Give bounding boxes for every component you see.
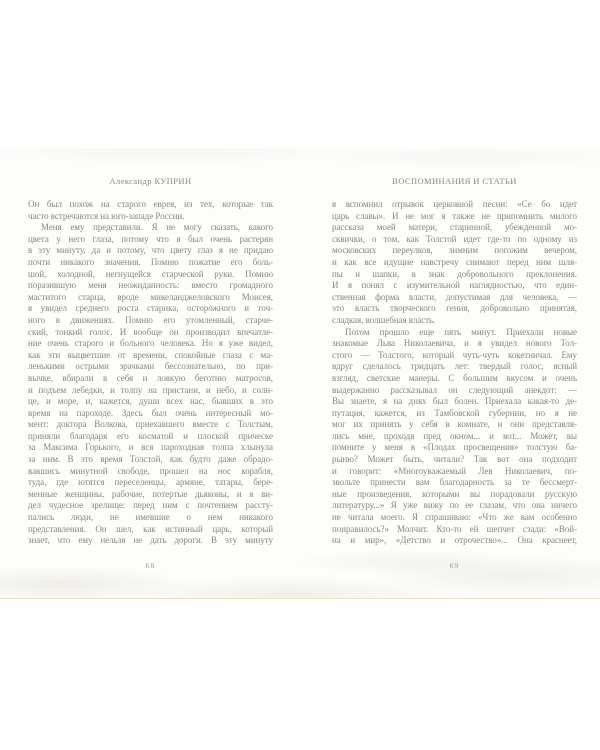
page-number-left: 68 [145,561,156,570]
text-line: туда, где ютятся переселенцы, армяне, татары, бере- [28,477,273,488]
text-line: цвета у него глаза, потому что я был очень растерян [28,233,273,244]
text-line: це, и море, и, кажется, души всех нас, бывших в это [28,396,273,407]
text-line: Вы знаете, я на днях был болен. Приехала какая-то де- [332,396,577,407]
text-line: на и мир», «Детство и отрочество»... Она краснеет, [332,535,577,546]
text-line: вычке, вбирали в себя и ловкую беготню матросов, [28,372,273,383]
text-line: московских переулков, зимним погожим вечером, [332,245,577,256]
text-line: ственная форма власти, допустимая для человека, — [332,291,577,302]
text-line: помните у меня в «Плодах просвещения» толстую ба- [332,442,577,453]
running-head-title: ВОСПОМИНАНИЯ И СТАТЬИ [392,176,517,186]
page-left [28,148,273,598]
text-line: приняли благодаря его косматой и плоской прическе [28,430,273,441]
text-line: и подъем лебедки, и толпу на пристани, и небо, и солн- [28,384,273,395]
text-line: лись мне, проходя пред окном... и вот... Может, вы [332,430,577,441]
text-line: Меня ему представили. Я не могу сказать, какого [41,222,273,233]
text-line: царь славы». И не мог я также не припомнить милого [332,210,577,221]
text-line: ленькими острыми зрачками бессознательно, по при- [28,361,273,372]
text-line: ные произведения, которыми вы порадовали русскую [332,488,577,499]
text-line: ние очень старого и больного человека. Но я уже видел, [28,338,273,349]
text-line: в эту минуту, да и потому, что цвету глаз я не придаю [28,245,273,256]
text-line: взгляд, светские манеры. С большим вкусом и очень [332,372,577,383]
page-left-text [28,199,273,547]
text-line: представления. Он шел, как истинный царь, который [28,523,273,534]
text-line: путация, кажется, из Тамбовской губернии, но я не [332,407,577,418]
text-line: сквички, о том, как Толстой идет где-то по одному из [332,233,577,244]
text-line: пались люди, не имевшие о нем никакого [28,512,273,523]
text-line: пы и шапки, в знак добровольного преклонения. [332,268,577,279]
text-line: мент: доктора Волкова, приехавшего вместе с Толстым, [28,419,273,430]
text-line: это власть творческого гения, добровольно принятая, [332,303,577,314]
text-line: время на пароходе. Здесь был очень интересный мо- [28,407,273,418]
text-line: за ним. В это время Толстой, как будто даже обрадо- [28,454,273,465]
text-line: рыню? Может быть, читали? Так вот она подходит [332,454,577,465]
text-line: сладкая, волшебная власть. [332,314,436,325]
text-line: я вспомнил отрывок церковной песни: «Се бо идет [332,199,577,209]
text-line: Он был похож на старого еврея, из тех, которые так [28,199,273,209]
text-line: за Максима Горького, и вся пароходная толпа хлынула [28,442,273,453]
text-line: И я понял с изумительной наглядностью, что един- [332,280,577,291]
text-line: звольте принести вам благодарность за те бессмерт- [332,477,577,488]
text-line: понравилось?» Молчит. Кто-то ей шепчет сзади: «Вой- [332,523,577,534]
text-line: почти никакого значения. Помню пожатие его боль- [28,256,273,267]
text-line: литературу...» Я уже вижу по ее глазам, что она ничего [332,500,577,511]
text-line: знает, что ему нельзя не дать дороги. В эту минуту [28,535,273,546]
book-spread-scan [0,148,600,599]
text-line: я увидел среднего роста старика, осторожного и точ- [28,303,273,314]
text-line: и говорит: «Многоуважаемый Лев Николаевич, по- [332,465,577,476]
text-line: рассказа моей матери, старинной, убежденной мо- [332,222,577,233]
text-line: стого — Толстого, который чуть-чуть кокетничал. Ему [332,349,577,360]
text-line: выдержанно рассказывал он следующий анекдот: — [332,384,577,395]
text-line: маститого старца, вроде микеланджеловского Моисея, [28,291,273,302]
text-line: поразившую меня неожиданность: вместо громадного [28,280,273,291]
text-line: Потом прошло еще пять минут. Приехали новые [345,326,577,337]
text-line: менные женщины, рабочие, потертые дьяконы, и я ви- [28,488,273,499]
page-right [332,148,577,598]
text-line: как эти выцветшие от времени, спокойные глаза с ма- [28,349,273,360]
text-line: ский, тонкий голос. И вообще он производил впечатле- [28,326,273,337]
text-line: вавшись минутной свободе, прошел на нос корабля, [28,465,273,476]
page-right-text [332,199,577,547]
running-head-author: Александр КУПРИН [109,176,192,186]
text-line: не читала моего. Я спрашиваю: «Что же вам особенно [332,512,577,523]
text-line: знакомые Льва Николаевича, и я увидел нового Тол- [332,338,577,349]
page-number-right: 69 [449,561,460,570]
text-line: мог их принять у себя в комнате, и они представля- [332,419,577,430]
text-line: шой, холодной, негнущейся старческой руки. Помню [28,268,273,279]
text-line: дел чудесное зрелище: перед ним с почтением рассту- [28,500,273,511]
text-line: и как все идущие навстречу снимают перед ним шля- [332,256,577,267]
text-line: вдруг сделалось тридцать лет: твердый голос, ясный [332,361,577,372]
text-line: ного в движениях. Помню его утомленный, старче- [28,314,273,325]
text-line: часто встречаются на юго-западе России. [28,210,185,221]
